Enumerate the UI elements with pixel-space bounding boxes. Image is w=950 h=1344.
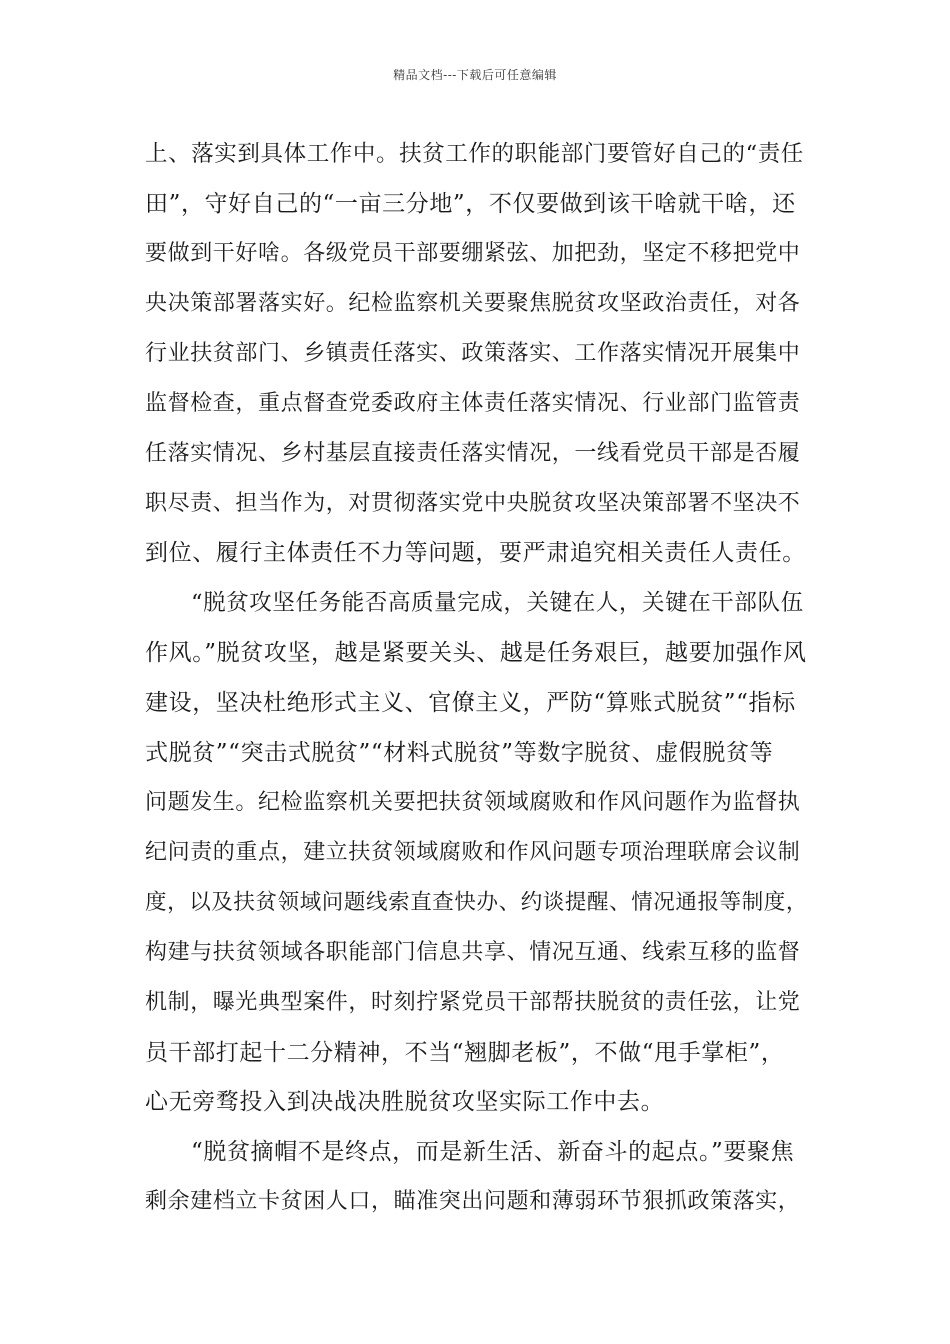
- text-line: 任落实情况、乡村基层直接责任落实情况，一线看党员干部是否履: [145, 441, 801, 466]
- text-line: 作风。”脱贫攻坚，越是紧要关头、越是任务艰巨，越要加强作风: [145, 640, 807, 666]
- text-line: “脱贫摘帽不是终点，而是新生活、新奋斗的起点。”要聚焦: [191, 1139, 795, 1165]
- text-line: 建设，坚决杜绝形式主义、官僚主义，严防“算账式脱贫”“指标: [145, 690, 796, 716]
- text-line: 上、落实到具体工作中。扶贫工作的职能部门要管好自己的“责任: [145, 141, 804, 167]
- page-header: 精品文档---下载后可任意编辑: [393, 68, 557, 82]
- text-line: 田”，守好自己的“一亩三分地”，不仅要做到该干啥就干啥，还: [145, 191, 796, 217]
- text-line: 员干部打起十二分精神，不当“翘脚老板”，不做“甩手掌柜”，: [145, 1040, 785, 1066]
- text-line: “脱贫攻坚任务能否高质量完成，关键在人，关键在干部队伍: [191, 590, 804, 616]
- text-line: 纪问责的重点，建立扶贫领域腐败和作风问题专项治理联席会议制: [145, 840, 801, 865]
- text-line: 心无旁骛投入到决战决胜脱贫攻坚实际工作中去。: [145, 1089, 665, 1115]
- text-line: 式脱贫”“突击式脱贫”“材料式脱贫”等数字脱贫、虚假脱贫等: [145, 740, 774, 766]
- text-line: 机制，曝光典型案件，时刻拧紧党员干部帮扶脱贫的责任弦，让党: [145, 990, 801, 1015]
- text-line: 问题发生。纪检监察机关要把扶贫领域腐败和作风问题作为监督执: [145, 790, 801, 815]
- text-line: 到位、履行主体责任不力等问题，要严肃追究相关责任人责任。: [145, 540, 806, 566]
- text-line: 剩余建档立卡贫困人口，瞄准突出问题和薄弱环节狠抓政策落实，: [145, 1189, 801, 1214]
- text-line: 监督检查，重点督查党委政府主体责任落实情况、行业部门监管责: [145, 391, 801, 416]
- text-line: 度，以及扶贫领域问题线索直查快办、约谈提醒、情况通报等制度，: [145, 890, 809, 915]
- text-line: 行业扶贫部门、乡镇责任落实、政策落实、工作落实情况开展集中: [145, 341, 801, 366]
- text-line: 央决策部署落实好。纪检监察机关要聚焦脱贫攻坚政治责任，对各: [145, 291, 801, 316]
- text-line: 构建与扶贫领域各职能部门信息共享、情况互通、线索互移的监督: [145, 940, 801, 965]
- text-line: 要做到干好啥。各级党员干部要绷紧弦、加把劲，坚定不移把党中: [145, 241, 801, 266]
- text-line: 职尽责、担当作为，对贯彻落实党中央脱贫攻坚决策部署不坚决不: [145, 491, 801, 516]
